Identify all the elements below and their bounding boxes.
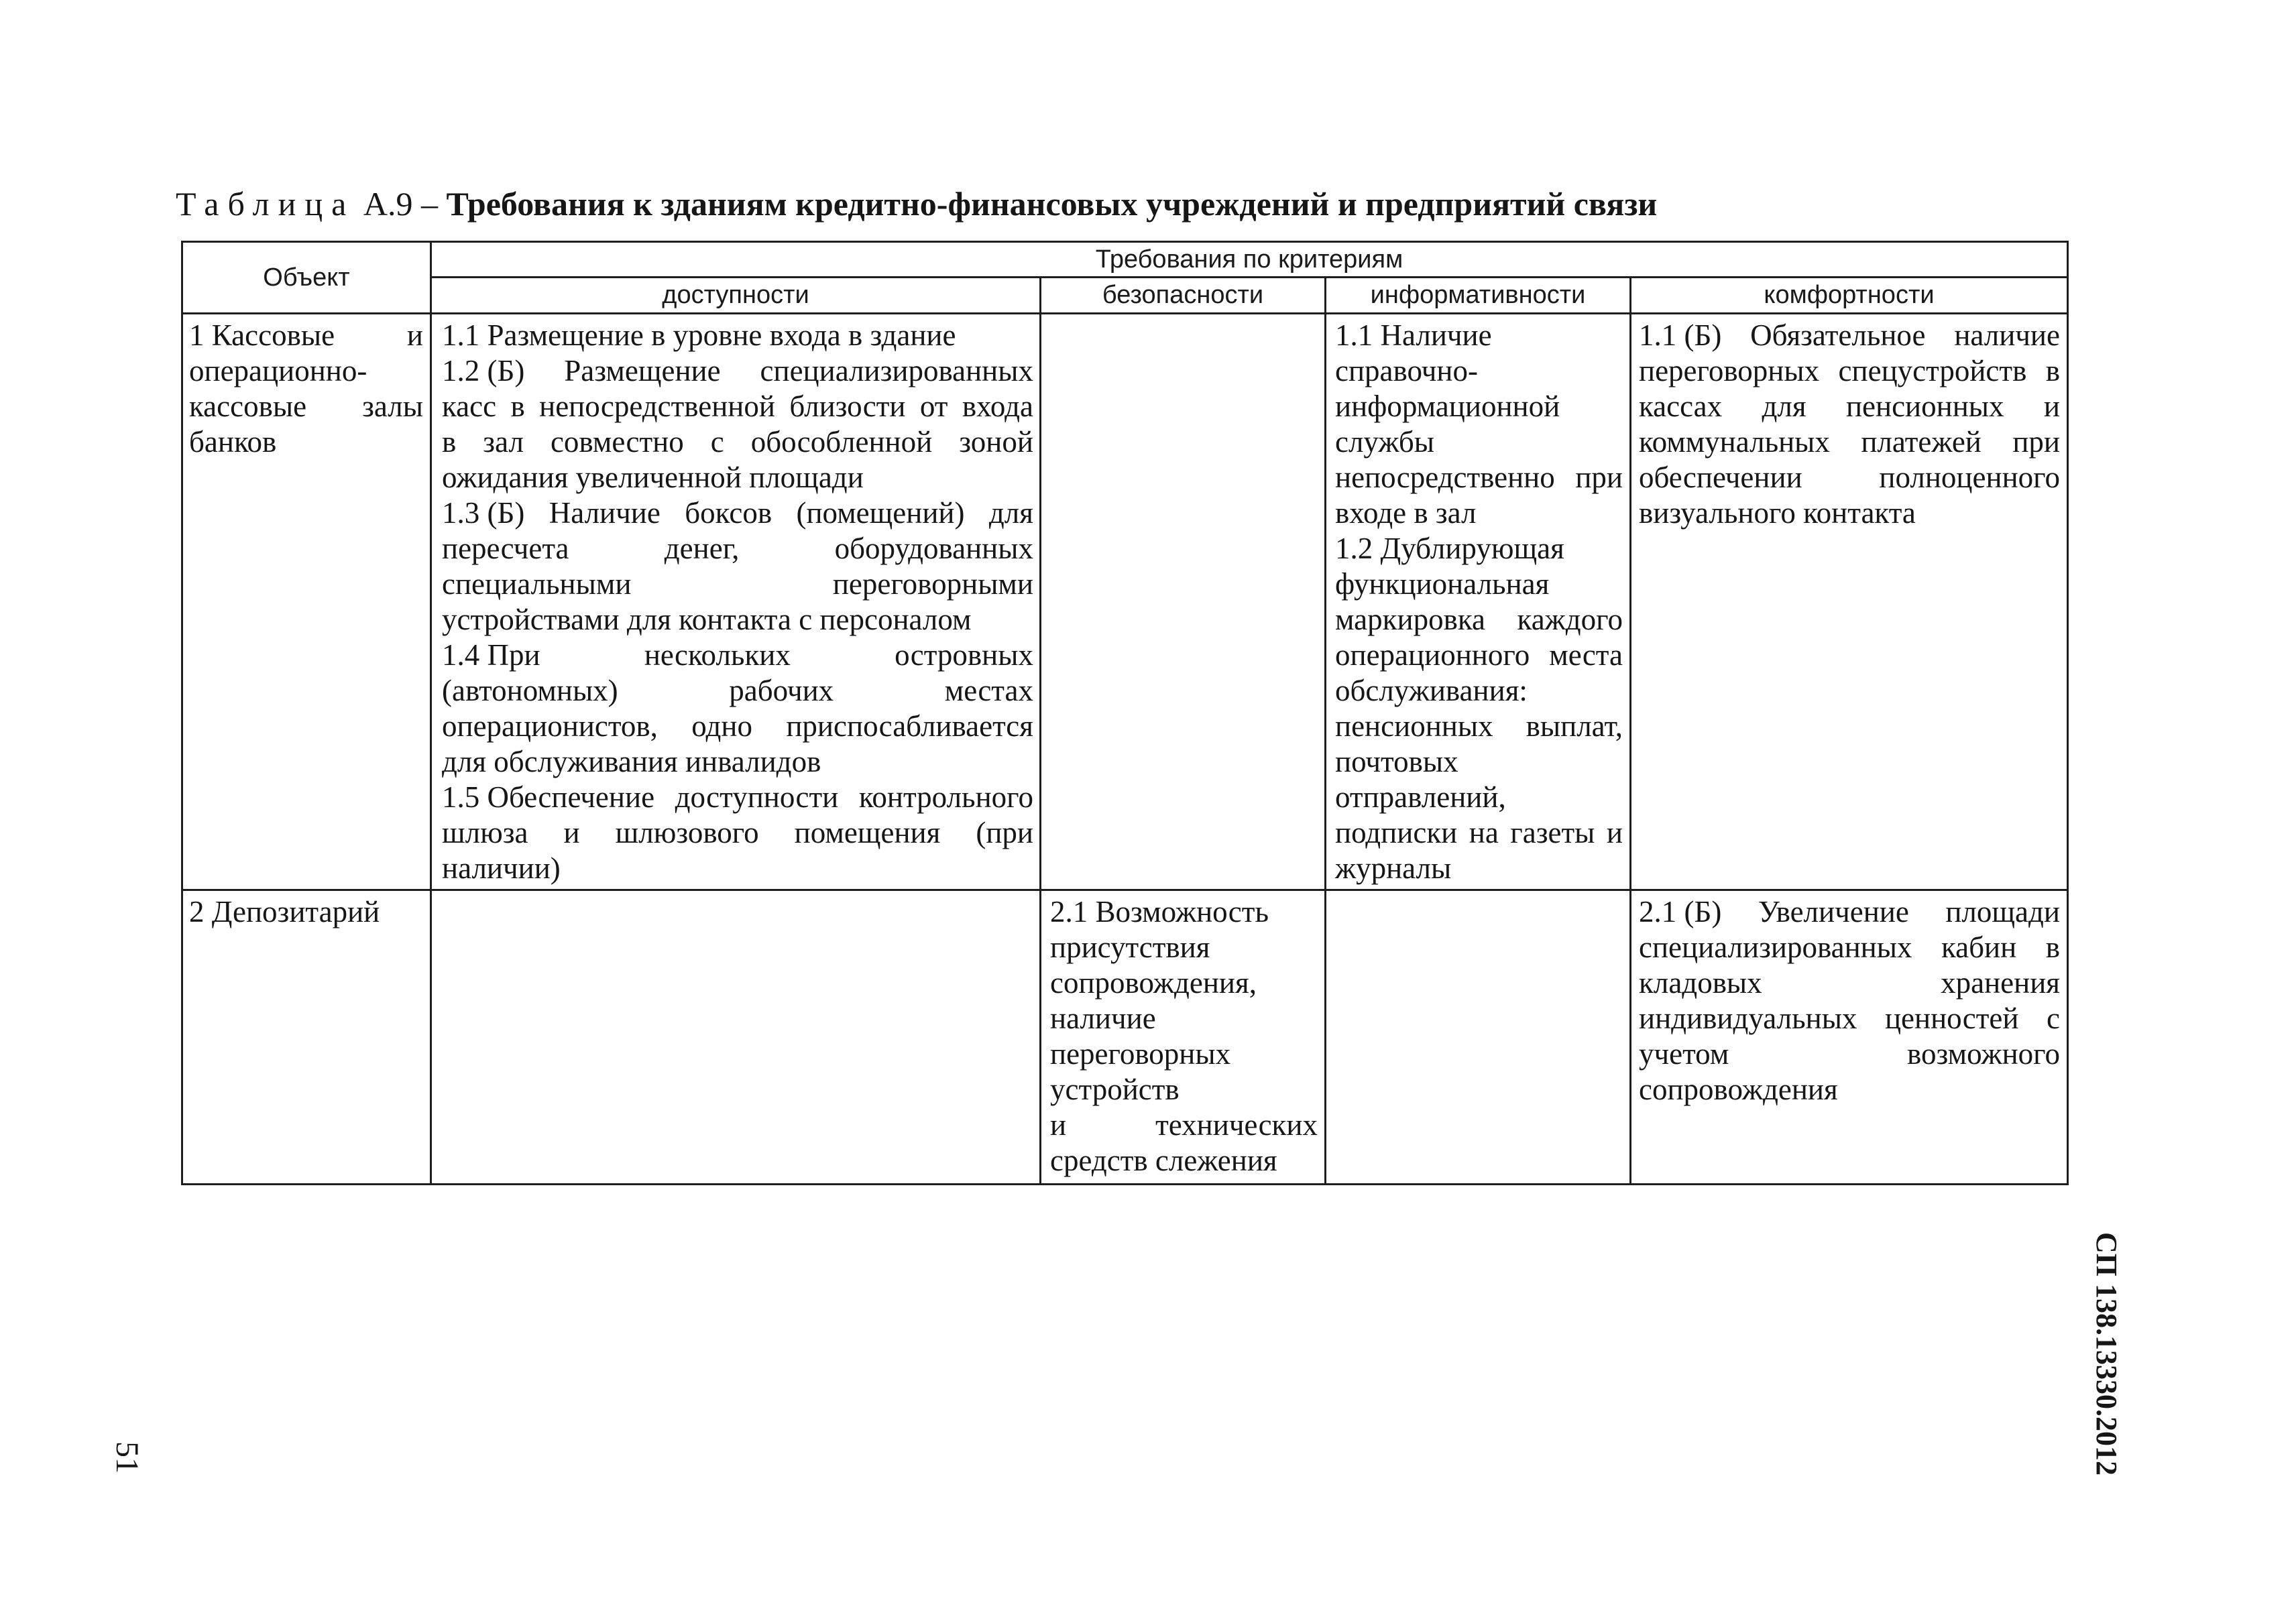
word: каждого bbox=[1517, 603, 1623, 636]
word: специализированных bbox=[760, 354, 1033, 387]
word: и bbox=[406, 318, 423, 352]
header-object: Объект bbox=[182, 242, 431, 314]
text-line: 1.1 Размещение в уровне входа в здание bbox=[442, 318, 956, 352]
word: кладовых bbox=[1639, 966, 1762, 1000]
word: специальными bbox=[442, 567, 632, 601]
word: непосредственной bbox=[539, 389, 775, 423]
text-line bbox=[442, 566, 1033, 602]
text-line bbox=[1639, 894, 2060, 930]
requirements-table bbox=[181, 241, 2069, 1185]
word: газеты bbox=[1510, 816, 1595, 849]
cell-accessibility-row-1 bbox=[431, 314, 1041, 890]
word: обособленной bbox=[750, 425, 933, 459]
text-line bbox=[442, 709, 1033, 744]
text-line bbox=[1639, 965, 2060, 1001]
text-line bbox=[1639, 424, 2060, 460]
word: Размещение bbox=[564, 354, 721, 387]
word: специализированных bbox=[1639, 930, 1912, 964]
text-line: отправлений, bbox=[1335, 780, 1506, 814]
word: 1.3 (Б) bbox=[442, 496, 525, 530]
text-line bbox=[1050, 1107, 1318, 1143]
word: пенсионных bbox=[1845, 389, 2004, 423]
header-accessibility: доступности bbox=[431, 278, 1041, 314]
cell-safety-row-2 bbox=[1041, 890, 1326, 1185]
text-line bbox=[1639, 460, 2060, 495]
word: с bbox=[2047, 1002, 2060, 1035]
word: учетом bbox=[1639, 1037, 1729, 1071]
word: близости bbox=[789, 389, 906, 423]
word: 1.4 При bbox=[442, 638, 540, 672]
word: кабин bbox=[1941, 930, 2017, 964]
word: Обязательное bbox=[1750, 318, 1926, 352]
text-line bbox=[442, 389, 1033, 424]
text-line: ожидания увеличенной площади bbox=[442, 461, 864, 494]
text-line: справочно- bbox=[1335, 354, 1479, 387]
text-line bbox=[442, 638, 1033, 673]
text-line bbox=[442, 815, 1033, 851]
text-line: устройствами для контакта с персоналом bbox=[442, 603, 972, 636]
word: от bbox=[919, 389, 948, 423]
word: зал bbox=[483, 425, 524, 459]
document-code: СП 138.13330.2012 bbox=[2090, 1232, 2123, 1476]
text-line bbox=[1639, 353, 2060, 389]
text-line bbox=[1639, 930, 2060, 965]
header-safety: безопасности bbox=[1041, 278, 1326, 314]
word: маркировка bbox=[1335, 603, 1485, 636]
word: платежей bbox=[1861, 425, 1982, 459]
word: ценностей bbox=[1884, 1002, 2019, 1035]
text-line bbox=[1639, 1036, 2060, 1072]
word: кассах bbox=[1639, 389, 1723, 423]
word: 1 Кассовые bbox=[189, 318, 335, 352]
text-line bbox=[1639, 389, 2060, 424]
word: для bbox=[988, 496, 1033, 530]
cell-informativeness-row-1 bbox=[1326, 314, 1631, 890]
text-line: для обслуживания инвалидов bbox=[442, 745, 821, 778]
word: наличие bbox=[1954, 318, 2060, 352]
word: островных bbox=[895, 638, 1033, 672]
text-line: журналы bbox=[1335, 851, 1452, 885]
word: зоной bbox=[959, 425, 1033, 459]
word: технических bbox=[1155, 1108, 1318, 1142]
text-line: наличии) bbox=[442, 851, 561, 885]
word: (автономных) bbox=[442, 674, 618, 707]
text-line: функциональная bbox=[1335, 567, 1550, 601]
word: подписки bbox=[1335, 816, 1458, 849]
word: совместно bbox=[550, 425, 684, 459]
text-line bbox=[442, 780, 1033, 815]
text-line bbox=[1335, 638, 1623, 673]
text-line: банков bbox=[189, 425, 277, 459]
text-line: 1.2 Дублирующая bbox=[1335, 532, 1564, 565]
word: залы bbox=[362, 389, 423, 423]
word: при bbox=[2012, 425, 2060, 459]
word: выплат, bbox=[1526, 709, 1623, 743]
text-line: визуального контакта bbox=[1639, 496, 1916, 530]
word: в bbox=[2045, 930, 2060, 964]
word: одно bbox=[691, 709, 752, 743]
word: шлюза bbox=[442, 816, 528, 849]
text-line: 2 Депозитарий bbox=[189, 895, 380, 928]
word: шлюзового bbox=[615, 816, 759, 849]
word: 1.1 (Б) bbox=[1639, 318, 1722, 352]
word: в bbox=[2045, 354, 2060, 387]
text-line: средств слежения bbox=[1050, 1144, 1277, 1177]
text-line: наличие bbox=[1050, 1002, 1156, 1035]
word: спецустройств bbox=[1838, 354, 2027, 387]
word: рабочих bbox=[729, 674, 834, 707]
word: непосредственно bbox=[1335, 461, 1555, 494]
word: операционного bbox=[1335, 638, 1530, 672]
word: для bbox=[1762, 389, 1806, 423]
word: хранения bbox=[1941, 966, 2060, 1000]
text-line bbox=[442, 353, 1033, 389]
text-line: 2.1 Возможность bbox=[1050, 895, 1269, 928]
text-line: 1.1 Наличие bbox=[1335, 318, 1492, 352]
cell-comfort-row-1 bbox=[1631, 314, 2068, 890]
text-line: службы bbox=[1335, 425, 1434, 459]
table-row bbox=[182, 314, 2068, 890]
cell-accessibility-row-2 bbox=[431, 890, 1041, 1185]
text-line bbox=[1639, 1001, 2060, 1036]
header-informativeness: информативности bbox=[1326, 278, 1631, 314]
text-line bbox=[189, 389, 423, 424]
text-line bbox=[442, 424, 1033, 460]
text-line bbox=[189, 318, 423, 353]
text-line bbox=[1335, 460, 1623, 495]
word: переговорных bbox=[1639, 354, 1820, 387]
word: в bbox=[442, 425, 457, 459]
word: полноценного bbox=[1879, 461, 2060, 494]
word: входа bbox=[962, 389, 1033, 423]
text-line: операционно- bbox=[189, 354, 367, 387]
word: денег, bbox=[664, 532, 740, 565]
header-row-criteria bbox=[182, 242, 2068, 278]
word: в bbox=[510, 389, 525, 423]
word: места bbox=[1549, 638, 1623, 672]
word: операционистов, bbox=[442, 709, 658, 743]
word: 1.5 Обеспечение bbox=[442, 780, 655, 814]
text-line: сопровождения bbox=[1639, 1073, 1838, 1106]
text-line: почтовых bbox=[1335, 745, 1458, 778]
word: (при bbox=[976, 816, 1033, 849]
word: 2.1 (Б) bbox=[1639, 895, 1722, 928]
text-line: сопровождения, bbox=[1050, 966, 1257, 1000]
word: помещения bbox=[794, 816, 941, 849]
word: с bbox=[710, 425, 724, 459]
word: на bbox=[1469, 816, 1499, 849]
word: и bbox=[1606, 816, 1623, 849]
text-line bbox=[442, 531, 1033, 566]
word: площади bbox=[1945, 895, 2060, 928]
word: и bbox=[2043, 389, 2060, 423]
word: и bbox=[1050, 1108, 1067, 1142]
header-requirements: Требования по критериям bbox=[431, 242, 2068, 278]
word: Увеличение bbox=[1758, 895, 1909, 928]
text-line: информационной bbox=[1335, 389, 1560, 423]
cell-comfort-row-2 bbox=[1631, 890, 2068, 1185]
word: при bbox=[1575, 461, 1623, 494]
text-line bbox=[1639, 318, 2060, 353]
cell-informativeness-row-2 bbox=[1326, 890, 1631, 1185]
word: Наличие bbox=[549, 496, 661, 530]
word: нескольких bbox=[644, 638, 791, 672]
page-number: 51 bbox=[109, 1441, 145, 1474]
table-title-number: А.9 – bbox=[363, 185, 438, 223]
word: оборудованных bbox=[834, 532, 1033, 565]
text-line: устройств bbox=[1050, 1073, 1180, 1106]
text-line: присутствия bbox=[1050, 930, 1210, 964]
word: коммунальных bbox=[1639, 425, 1830, 459]
table-title-label: Таблица bbox=[176, 185, 355, 223]
word: приспосабливается bbox=[786, 709, 1033, 743]
table-row bbox=[182, 890, 2068, 1185]
text-line bbox=[442, 673, 1033, 709]
word: (помещений) bbox=[796, 496, 965, 530]
word: касс bbox=[442, 389, 497, 423]
word: контрольного bbox=[858, 780, 1033, 814]
word: доступности bbox=[675, 780, 839, 814]
cell-safety-row-1 bbox=[1041, 314, 1326, 890]
text-line: обслуживания: bbox=[1335, 674, 1528, 707]
table-title bbox=[176, 185, 1657, 223]
text-line bbox=[1335, 815, 1623, 851]
word: 1.2 (Б) bbox=[442, 354, 525, 387]
header-row-subcriteria bbox=[182, 278, 2068, 314]
cell-object-row-1 bbox=[182, 314, 431, 890]
text-line: входе в зал bbox=[1335, 496, 1477, 530]
header-comfort: комфортности bbox=[1631, 278, 2068, 314]
table-title-text: Требования к зданиям кредитно-финансовых учреждений и предприятий связи bbox=[446, 185, 1658, 223]
text-line: переговорных bbox=[1050, 1037, 1231, 1071]
word: возможного bbox=[1907, 1037, 2060, 1071]
word: кассовые bbox=[189, 389, 307, 423]
word: пересчета bbox=[442, 532, 569, 565]
word: пенсионных bbox=[1335, 709, 1493, 743]
word: местах bbox=[944, 674, 1033, 707]
word: и bbox=[563, 816, 580, 849]
word: индивидуальных bbox=[1639, 1002, 1857, 1035]
word: переговорными bbox=[832, 567, 1033, 601]
text-line bbox=[1335, 602, 1623, 638]
cell-object-row-2 bbox=[182, 890, 431, 1185]
word: боксов bbox=[685, 496, 772, 530]
text-line bbox=[442, 495, 1033, 531]
text-line bbox=[1335, 709, 1623, 744]
word: обеспечении bbox=[1639, 461, 1802, 494]
